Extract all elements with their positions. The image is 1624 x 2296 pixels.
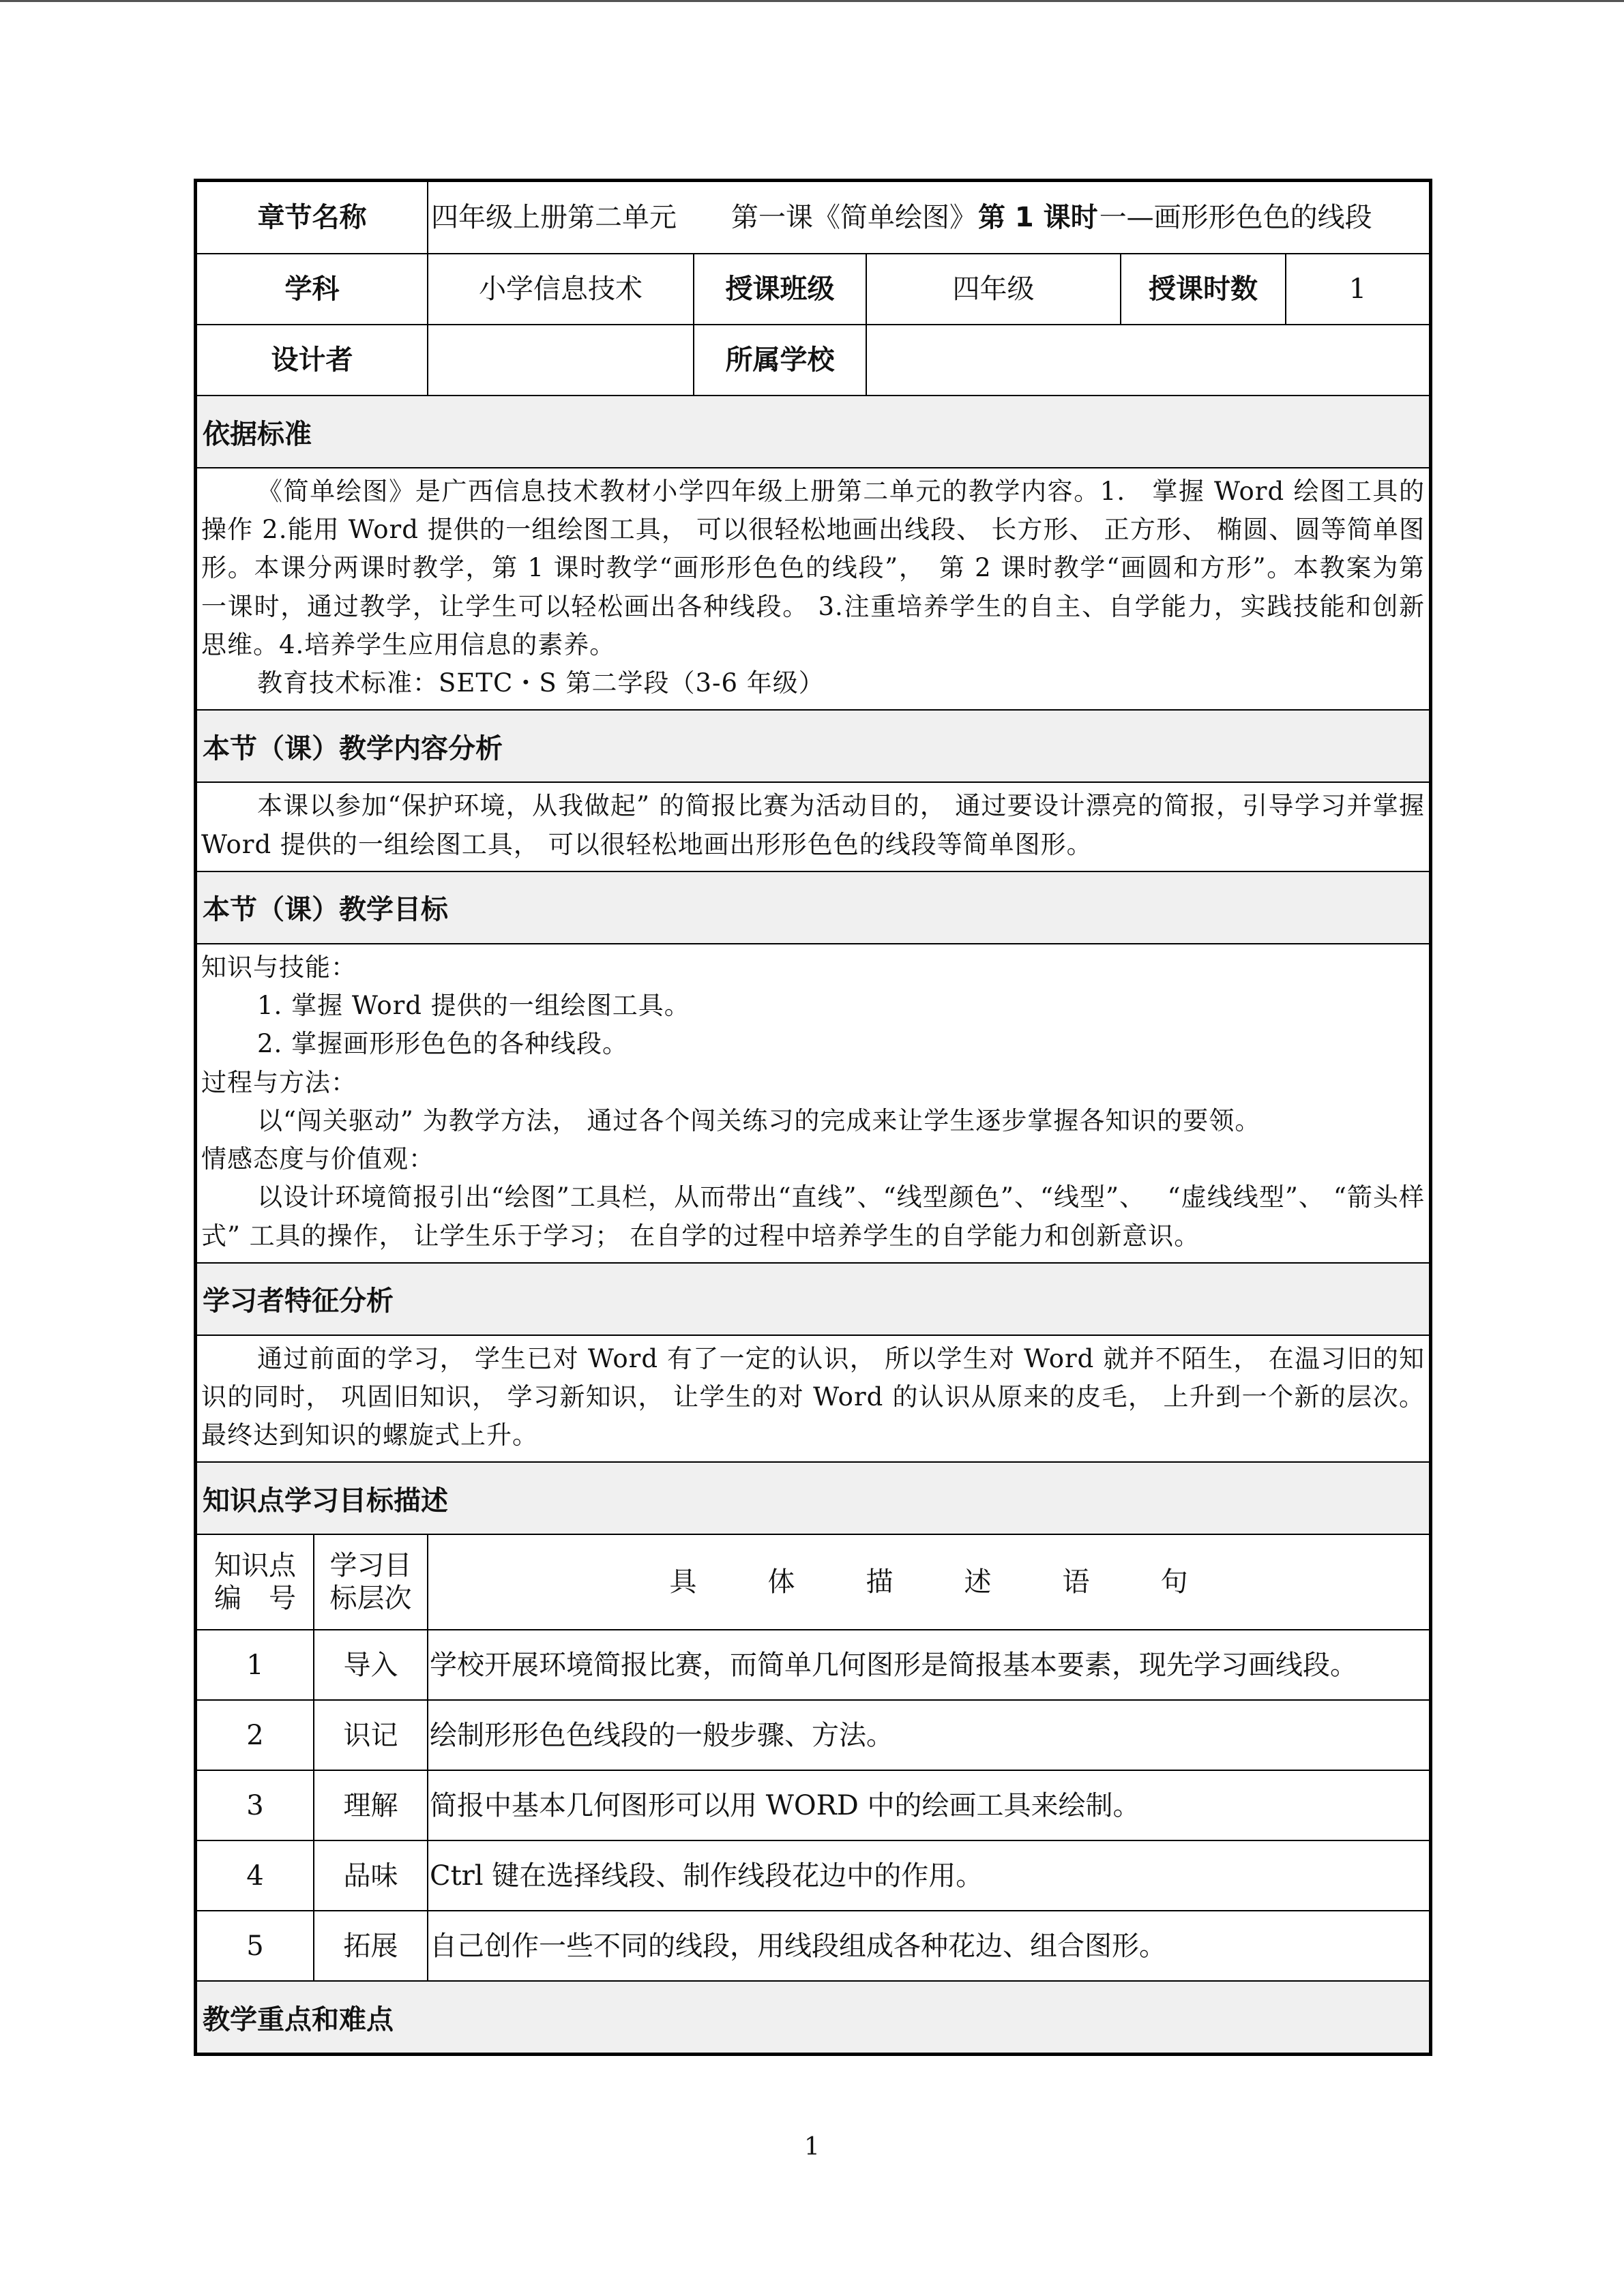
kp-number-header (197, 1535, 313, 1629)
kp-level-header-line1: 学习目 (329, 1550, 412, 1582)
subject-value: 小学信息技术 (427, 254, 693, 324)
kp-desc-char: 述 (964, 1566, 992, 1598)
kp-desc-char: 语 (1062, 1566, 1090, 1598)
learner-body (197, 1335, 1429, 1462)
kp-desc-char: 体 (767, 1566, 795, 1598)
kp-number: 2 (246, 1719, 264, 1751)
tech-standard: 教育技术标准：SETC・S 第二学段（3-6 年级） (257, 668, 825, 698)
key-points-heading: 教学重点和难点 (197, 1980, 1429, 2053)
kp-description: 学校开展环境简报比赛，而简单几何图形是简报基本要素，现先学习画线段。 (427, 1630, 1429, 1699)
designer-row (197, 324, 1429, 395)
kp-level-header (313, 1535, 427, 1629)
kp-number-header-line2: 编 号 (214, 1583, 296, 1615)
content-analysis-heading: 本节（课）教学内容分析 (197, 709, 1429, 781)
lesson-plan-table (194, 179, 1432, 2056)
learner-paragraph: 通过前面的学习， 学生已对 Word 有了一定的认识， 所以学生对 Word 就并不陌生， 在温习旧的知识的同时， 巩固旧知识， 学习新知识， 让学生的对 Word 的认识从原来的皮毛， 上升到一个新的层次。 最终达到知识的螺旋式上升。 (201, 1343, 1425, 1450)
designer-label: 设计者 (271, 344, 353, 376)
table-row (197, 1770, 1429, 1840)
knowledge-points-heading: 知识点学习目标描述 (197, 1461, 1429, 1534)
emotion-text: 以设计环境简报引出“绘图”工具栏，从而带出“直线”、“线型颜色”、“线型”、 “虚线线型”、 “箭头样式” 工具的操作， 让学生乐于学习； 在自学的过程中培养学生的自学能力和创新意识。 (201, 1182, 1425, 1251)
class-label: 授课班级 (693, 254, 866, 324)
chapter-value (427, 182, 1429, 253)
subject-label: 学科 (284, 273, 340, 305)
kp-desc-char: 具 (669, 1566, 697, 1598)
kp-description: 简报中基本几何图形可以用 WORD 中的绘画工具来绘制。 (427, 1771, 1429, 1840)
content-analysis-paragraph: 本课以参加“保护环境，从我做起” 的简报比赛为活动目的， 通过要设计漂亮的简报，引导学习并掌握 Word 提供的一组绘图工具， 可以很轻松地画出形形色色的线段等简单图形。 (201, 791, 1425, 859)
objectives-heading: 本节（课）教学目标 (197, 871, 1429, 943)
school-value (866, 325, 1429, 395)
class-value: 四年级 (866, 254, 1120, 324)
kp-number: 4 (246, 1860, 264, 1892)
kp-description: 自己创作一些不同的线段，用线段组成各种花边、组合图形。 (427, 1911, 1429, 1980)
objectives-body (197, 943, 1429, 1262)
chapter-row (197, 182, 1429, 253)
table-row (197, 1840, 1429, 1910)
chapter-value-plain: 四年级上册第二单元 第一课《简单绘图》 (431, 202, 977, 233)
kp-number: 5 (246, 1930, 264, 1962)
learner-heading: 学习者特征分析 (197, 1262, 1429, 1335)
knowledge-item: 1. 掌握 Word 提供的一组绘图工具。 (257, 991, 690, 1021)
knowledge-points-header-row (197, 1534, 1429, 1629)
chapter-label: 章节名称 (257, 202, 367, 233)
chapter-value-tail: 一—画形形色色的线段 (1099, 202, 1372, 233)
emotion-label: 情感态度与价值观： (201, 1144, 434, 1174)
top-rule (0, 0, 1624, 2)
kp-level: 理解 (313, 1771, 427, 1840)
table-row (197, 1910, 1429, 1980)
content-analysis-body (197, 781, 1429, 870)
kp-number: 3 (246, 1789, 264, 1821)
kp-number-header-line1: 知识点 (214, 1550, 296, 1582)
table-row (197, 1699, 1429, 1770)
standard-heading: 依据标准 (197, 395, 1429, 467)
kp-description: Ctrl 键在选择线段、制作线段花边中的作用。 (427, 1841, 1429, 1910)
school-label: 所属学校 (693, 325, 866, 395)
designer-value (427, 325, 693, 395)
kp-desc-char: 句 (1160, 1566, 1188, 1598)
kp-level-header-line2: 标层次 (329, 1583, 412, 1615)
knowledge-item: 2. 掌握画形形色色的各种线段。 (257, 1029, 629, 1059)
process-text: 以“闯关驱动” 为教学方法， 通过各个闯关练习的完成来让学生逐步掌握各知识的要领。 (257, 1105, 1261, 1135)
knowledge-label: 知识与技能： (201, 952, 357, 982)
table-row (197, 1629, 1429, 1699)
standard-paragraph: 《简单绘图》是广西信息技术教材小学四年级上册第二单元的教学内容。1. 掌握 Word 绘图工具的操作 2.能用 Word 提供的一组绘图工具， 可以很轻松地画出线段、 长方形、 正方形、 椭圆、圆等简单图形。本课分两课时教学，第 1 课时教学“画形形色色的线段”， 第 2 课时教学“画圆和方形”。本教案为第一课时，通过教学，让学生可以轻松画出各种线段。 3.注重培养学生的自主、自学能力，实践技能和创新思维。4.培养学生应用信息的素养。 (201, 477, 1425, 659)
process-label: 过程与方法： (201, 1067, 357, 1097)
kp-number: 1 (246, 1649, 264, 1681)
subject-row (197, 253, 1429, 324)
kp-desc-char: 描 (866, 1566, 894, 1598)
kp-level: 识记 (313, 1701, 427, 1770)
kp-level: 导入 (313, 1630, 427, 1699)
hours-value: 1 (1285, 254, 1429, 324)
chapter-value-bold: 第 1 课时 (978, 202, 1098, 233)
kp-description-header (427, 1535, 1429, 1629)
kp-level: 品味 (313, 1841, 427, 1910)
kp-description: 绘制形形色色线段的一般步骤、方法。 (427, 1701, 1429, 1770)
hours-label: 授课时数 (1120, 254, 1285, 324)
kp-level: 拓展 (313, 1911, 427, 1980)
standard-body (197, 467, 1429, 709)
page-number: 1 (804, 2133, 820, 2161)
